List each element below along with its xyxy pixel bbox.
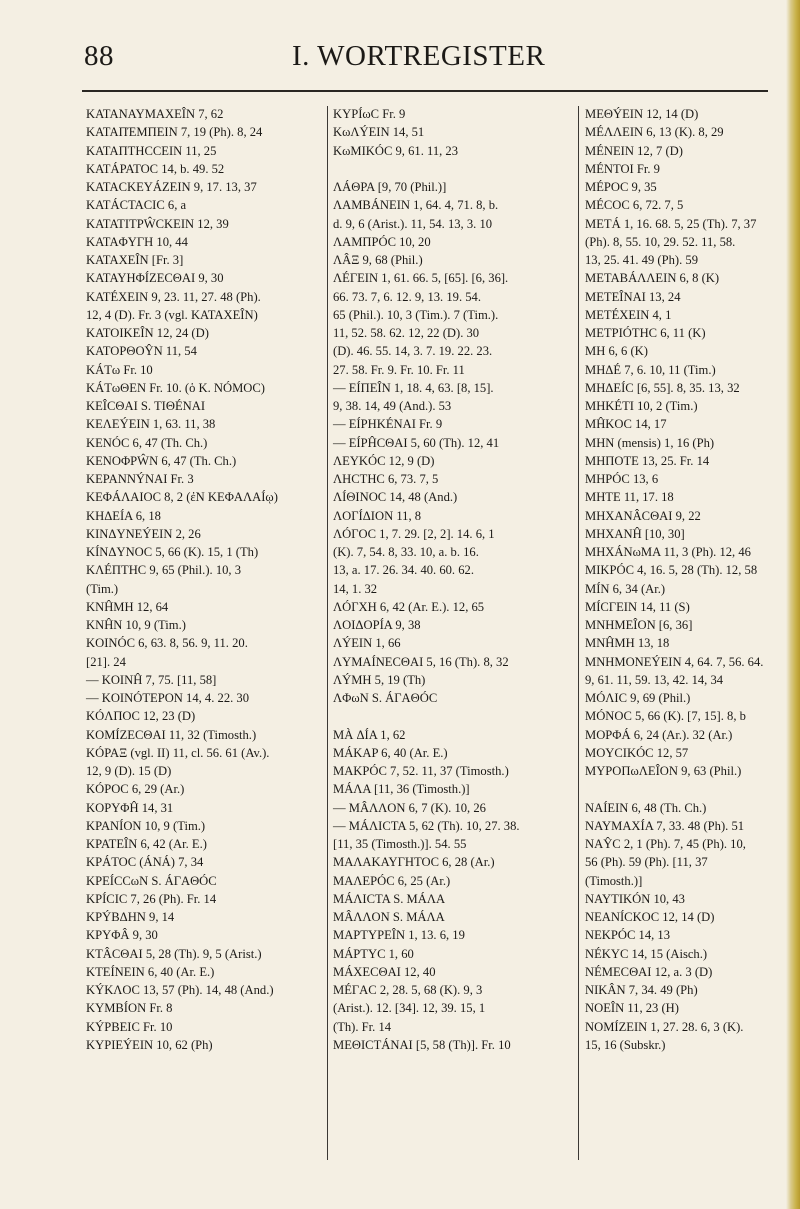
index-entry: (Th). Fr. 14 <box>333 1019 392 1034</box>
index-entry: KÓΛΠOC 12, 23 (D) <box>86 709 196 724</box>
index-entry: KPANÍON 10, 9 (Tim.) <box>86 818 206 833</box>
column-divider <box>578 106 579 1160</box>
index-entry: ΛÓΓOC 1, 7. 29. [2, 2]. 14. 6, 1 <box>333 526 495 541</box>
index-entry: MÍCΓEIN 14, 11 (S) <box>585 599 690 614</box>
index-entry: MH 6, 6 (K) <box>585 344 648 359</box>
index-entry: MHXANÂCΘAI 9, 22 <box>585 508 701 523</box>
index-entry: ΛÓΓXH 6, 42 (Ar. E.). 12, 65 <box>333 599 485 614</box>
index-entry: MNHMONEÝEIN 4, 64. 7, 56. 64. <box>585 654 764 669</box>
index-entry: KYMBÍON Fr. 8 <box>86 1001 173 1016</box>
index-entry: KATÁPATOC 14, b. 49. 52 <box>86 161 225 176</box>
index-entry: NÉKYC 14, 15 (Aisch.) <box>585 946 708 961</box>
index-entry: (Tim.) <box>86 581 119 596</box>
index-entry: KÁTω Fr. 10 <box>86 362 153 377</box>
index-entry: MEΘÝEIN 12, 14 (D) <box>585 107 699 121</box>
index-entry: MOYCIKÓC 12, 57 <box>585 745 689 760</box>
index-entry: MHΠOTE 13, 25. Fr. 14 <box>585 453 710 468</box>
index-entry: KINΔYNEÝEIN 2, 26 <box>86 526 201 541</box>
index-entry: KÓPAΞ (vgl. II) 11, cl. 56. 61 (Av.). <box>86 745 270 760</box>
index-entry: MÉΛΛEIN 6, 13 (K). 8, 29 <box>585 125 724 140</box>
index-entry: MÉCOC 6, 72. 7, 5 <box>585 198 684 213</box>
index-entry: 66. 73. 7, 6. 12. 9, 13. 19. 54. <box>333 289 481 304</box>
index-entry: ΛÁΘPA [9, 70 (Phil.)] <box>333 180 447 194</box>
index-entry: NEANÍCKOC 12, 14 (D) <box>585 910 715 924</box>
index-entry: KATAΠΈΜΠΕΙΝ 7, 19 (Ph). 8, 24 <box>86 125 263 140</box>
index-entry: MÉPOC 9, 35 <box>585 180 657 194</box>
page-number: 88 <box>84 40 114 72</box>
index-entry: METÁ 1, 16. 68. 5, 25 (Th). 7, 37 <box>585 216 757 231</box>
index-entry: MIKPÓC 4, 16. 5, 28 (Th). 12, 58 <box>585 563 758 578</box>
index-entry: — EÍPĤCΘAI 5, 60 (Th). 12, 41 <box>333 435 500 450</box>
index-entry: KωΛÝEIN 14, 51 <box>333 125 425 140</box>
index-column-3 <box>585 105 770 1054</box>
index-entry: KATACKEYÁZEIN 9, 17. 13, 37 <box>86 180 257 194</box>
index-entry: MAΛEPÓC 6, 25 (Ar.) <box>333 873 451 888</box>
index-entry: KATÉXEIN 9, 23. 11, 27. 48 (Ph). <box>86 289 261 304</box>
index-entry: NOEÎN 11, 23 (H) <box>585 1001 679 1016</box>
index-entry: KATAΠΤΗCCEIN 11, 25 <box>86 143 217 158</box>
index-entry: KPATEÎN 6, 42 (Ar. E.) <box>86 837 207 851</box>
index-entry: 12, 9 (D). 15 (D) <box>86 764 172 778</box>
index-entry: MĤKOC 14, 17 <box>585 417 667 432</box>
index-entry: — MÂΛΛON 6, 7 (K). 10, 26 <box>333 800 486 815</box>
index-entry: ΛÉΓEIN 1, 61. 66. 5, [65]. [6, 36]. <box>333 271 509 286</box>
index-entry: ΛOIΔOPÍA 9, 38 <box>333 618 421 632</box>
index-entry: KNĤMH 12, 64 <box>86 599 169 614</box>
index-entry: ΛHCTHC 6, 73. 7, 5 <box>333 472 439 486</box>
index-entry: MÉΓAC 2, 28. 5, 68 (K). 9, 3 <box>333 983 483 997</box>
index-entry: KATANAYMAXEÎN 7, 62 <box>86 107 224 121</box>
index-entry: KPÝBΔHN 9, 14 <box>86 910 175 924</box>
index-entry: KATOIKEÎN 12, 24 (D) <box>86 326 209 340</box>
index-entry: MHKÉTI 10, 2 (Tim.) <box>585 399 698 413</box>
index-entry: MÁXECΘAI 12, 40 <box>333 964 436 979</box>
index-entry: 56 (Ph). 59 (Ph). [11, 37 <box>585 855 708 870</box>
index-entry: 12, 4 (D). Fr. 3 (vgl. KATAXEÎN) <box>86 307 258 322</box>
index-entry: 13, 25. 41. 49 (Ph). 59 <box>585 253 698 267</box>
index-entry: KPÁTOC (ÁNÁ) 7, 34 <box>86 855 204 870</box>
index-entry: MÂΛΛON S. MÁΛA <box>333 910 445 924</box>
index-entry: MAΛAKAYΓHTOC 6, 28 (Ar.) <box>333 855 495 870</box>
index-entry: MÍN 6, 34 (Ar.) <box>585 581 666 596</box>
index-entry: ΛÂΞ 9, 68 (Phil.) <box>333 253 423 267</box>
index-entry: KEΛEÝEIN 1, 63. 11, 38 <box>86 417 216 432</box>
index-entry: KENOΦΡŴN 6, 47 (Th. Ch.) <box>86 453 237 468</box>
index-entry: MÓNOC 5, 66 (K). [7, 15]. 8, b <box>585 709 746 724</box>
index-entry: METÉXEIN 4, 1 <box>585 307 672 322</box>
index-entry: ΛÝMH 5, 19 (Th) <box>333 672 426 687</box>
index-entry <box>333 160 573 178</box>
index-entry: KTÂCΘAI 5, 28 (Th). 9, 5 (Arist.) <box>86 946 262 961</box>
index-entry: NIKÂN 7, 34. 49 (Ph) <box>585 983 698 997</box>
index-entry: METEÎNAI 13, 24 <box>585 289 681 304</box>
index-entry <box>333 707 573 725</box>
index-entry: (Timosth.)] <box>585 873 643 888</box>
column-divider <box>327 106 328 1160</box>
index-entry: KATAXEÎN [Fr. 3] <box>86 253 184 267</box>
index-entry: KATOPΘOŶN 11, 54 <box>86 344 197 359</box>
index-entry: ΛÍΘINOC 14, 48 (And.) <box>333 490 458 505</box>
index-entry: KEΦÁΛAIOC 8, 2 (ἐN KEΦAΛAÍῳ) <box>86 490 278 505</box>
index-entry: MHXÁNωMA 11, 3 (Ph). 12, 46 <box>585 545 751 559</box>
index-entry: KENÓC 6, 47 (Th. Ch.) <box>86 435 208 450</box>
index-entry: NÉMECΘAI 12, a. 3 (D) <box>585 964 713 979</box>
index-entry: 14, 1. 32 <box>333 581 378 596</box>
index-column-1 <box>86 105 322 1054</box>
index-entry: 15, 16 (Subskr.) <box>585 1037 666 1052</box>
index-entry: KÝKΛOC 13, 57 (Ph). 14, 48 (And.) <box>86 983 274 997</box>
index-entry: KPYΦÂ 9, 30 <box>86 928 158 943</box>
index-entry: KATAYHΦÍZECΘAI 9, 30 <box>86 271 224 286</box>
index-entry: 9, 61. 11, 59. 13, 42. 14, 34 <box>585 672 724 687</box>
index-entry: KÓPOC 6, 29 (Ar.) <box>86 782 185 797</box>
index-entry: MHPÓC 13, 6 <box>585 472 659 486</box>
index-entry: MHΔÉ 7, 6. 10, 11 (Tim.) <box>585 362 716 377</box>
index-entry: MÓΛIC 9, 69 (Phil.) <box>585 691 691 705</box>
index-entry: (D). 46. 55. 14, 3. 7. 19. 22. 23. <box>333 344 493 359</box>
index-entry: MOPΦÁ 6, 24 (Ar.). 32 (Ar.) <box>585 727 733 742</box>
index-entry: MÁΛICTA S. MÁΛA <box>333 891 446 906</box>
index-entry: NAŶC 2, 1 (Ph). 7, 45 (Ph). 10, <box>585 837 746 851</box>
index-entry: MHN (mensis) 1, 16 (Ph) <box>585 435 715 450</box>
index-entry: [11, 35 (Timosth.)]. 54. 55 <box>333 837 467 851</box>
index-entry: MHXANĤ [10, 30] <box>585 526 685 541</box>
index-entry: KΛÉΠΤΗC 9, 65 (Phil.). 10, 3 <box>86 563 242 578</box>
index-entry: KATATITPŴCKEIN 12, 39 <box>86 216 229 231</box>
index-entry: — EÍPHKÉNAI Fr. 9 <box>333 417 443 432</box>
index-entry: MÉNTOI Fr. 9 <box>585 161 660 176</box>
index-entry: MAPTYPEÎN 1, 13. 6, 19 <box>333 928 465 943</box>
index-entry: ΛYMAÍNECΘAI 5, 16 (Th). 8, 32 <box>333 654 509 669</box>
index-entry: KÍNΔYNOC 5, 66 (K). 15, 1 (Th) <box>86 545 259 559</box>
index-entry: METABÁΛΛEIN 6, 8 (K) <box>585 271 720 286</box>
index-entry: NEKPÓC 14, 13 <box>585 928 671 943</box>
index-entry: ΛOΓÍΔION 11, 8 <box>333 508 422 523</box>
index-entry: MÁΛA [11, 36 (Timosth.)] <box>333 782 470 797</box>
index-entry: MAKPÓC 7, 52. 11, 37 (Timosth.) <box>333 764 509 778</box>
index-entry: MÁKAP 6, 40 (Ar. E.) <box>333 745 448 760</box>
index-entry: KOINÓC 6, 63. 8, 56. 9, 11. 20. <box>86 636 248 651</box>
index-entry: 11, 52. 58. 62. 12, 22 (D). 30 <box>333 326 480 340</box>
index-entry: KωMIKÓC 9, 61. 11, 23 <box>333 143 459 158</box>
index-entry: — KOINĤ 7, 75. [11, 58] <box>86 672 217 687</box>
index-entry: (K). 7, 54. 8, 33. 10, a. b. 16. <box>333 545 479 559</box>
index-entry: MNHMEÎON [6, 36] <box>585 618 693 632</box>
index-entry: — MÁΛICTA 5, 62 (Th). 10, 27. 38. <box>333 818 520 833</box>
index-entry: 9, 38. 14, 49 (And.). 53 <box>333 399 452 413</box>
page-edge-gilding <box>786 0 800 1209</box>
index-entry: KPEÍCCωN S. ÁΓAΘÓC <box>86 873 217 888</box>
index-entry: ΛΦωN S. ÁΓAΘÓC <box>333 691 438 705</box>
index-entry: NAYMAXÍA 7, 33. 48 (Ph). 51 <box>585 818 745 833</box>
index-entry: KEPANNÝNAI Fr. 3 <box>86 472 194 486</box>
index-entry: ΛAMBÁNEIN 1, 64. 4, 71. 8, b. <box>333 198 499 213</box>
index-entry: KEÎCΘAI S. TIΘÉNAI <box>86 399 206 413</box>
index-entry: MHΔEÍC [6, 55]. 8, 35. 13, 32 <box>585 380 740 395</box>
index-entry: KYPIEÝEIN 10, 62 (Ph) <box>86 1037 213 1052</box>
index-entry: d. 9, 6 (Arist.). 11, 54. 13, 3. 10 <box>333 216 493 231</box>
index-entry: ΛAMΠPÓC 10, 20 <box>333 234 431 249</box>
index-entry: — EÍΠEÎN 1, 18. 4, 63. [8, 15]. <box>333 380 494 395</box>
index-entry: NAÍEIN 6, 48 (Th. Ch.) <box>585 800 707 815</box>
index-entry: ΛÝEIN 1, 66 <box>333 636 401 651</box>
index-entry: 13, a. 17. 26. 34. 40. 60. 62. <box>333 563 474 578</box>
index-entry: NAYTIKÓN 10, 43 <box>585 891 685 906</box>
index-entry: MNĤMH 13, 18 <box>585 636 670 651</box>
index-entry: MYPOΠωΛEÎON 9, 63 (Phil.) <box>585 764 742 778</box>
index-entry: MÁPTYC 1, 60 <box>333 946 414 961</box>
index-column-2 <box>333 105 573 1054</box>
index-entry: NOMÍZEIN 1, 27. 28. 6, 3 (K). <box>585 1019 744 1034</box>
index-entry: KOMÍZECΘAI 11, 32 (Timosth.) <box>86 727 257 742</box>
index-entry: KHΔEÍA 6, 18 <box>86 508 161 523</box>
header-rule <box>82 90 768 92</box>
index-entry: KYPÍωC Fr. 9 <box>333 107 406 121</box>
running-title: I. WORTREGISTER <box>292 40 546 72</box>
index-entry: KOPYΦĤ 14, 31 <box>86 800 174 815</box>
index-entry: KTEÍNEIN 6, 40 (Ar. E.) <box>86 964 215 979</box>
index-entry <box>585 780 770 798</box>
index-entry: 27. 58. Fr. 9. Fr. 10. Fr. 11 <box>333 362 465 377</box>
index-entry: (Arist.). 12. [34]. 12, 39. 15, 1 <box>333 1001 486 1016</box>
index-entry: MÀ ΔÍA 1, 62 <box>333 727 406 742</box>
index-entry: ΛEYKÓC 12, 9 (D) <box>333 453 435 468</box>
index-entry: METPIÓTHC 6, 11 (K) <box>585 326 706 340</box>
index-entry: MHTE 11, 17. 18 <box>585 490 674 505</box>
index-entry: — KOINÓTEPON 14, 4. 22. 30 <box>86 691 250 705</box>
index-entry: (Ph). 8, 55. 10, 29. 52. 11, 58. <box>585 234 736 249</box>
index-entry: [21]. 24 <box>86 654 126 669</box>
index-entry: KNĤN 10, 9 (Tim.) <box>86 618 186 632</box>
index-entry: KATÁCTACIC 6, a <box>86 198 187 213</box>
index-entry: 65 (Phil.). 10, 3 (Tim.). 7 (Tim.). <box>333 307 499 322</box>
index-entry: MÉNEIN 12, 7 (D) <box>585 143 683 158</box>
index-entry: KATAΦYΓΗ 10, 44 <box>86 234 188 249</box>
index-entry: KPÍCIC 7, 26 (Ph). Fr. 14 <box>86 891 217 906</box>
index-entry: MEΘICTÁNAI [5, 58 (Th)]. Fr. 10 <box>333 1037 511 1052</box>
index-entry: KÁTωΘEN Fr. 10. (ὁ K. NÓMOC) <box>86 380 265 395</box>
index-entry: KÝPBEIC Fr. 10 <box>86 1019 173 1034</box>
